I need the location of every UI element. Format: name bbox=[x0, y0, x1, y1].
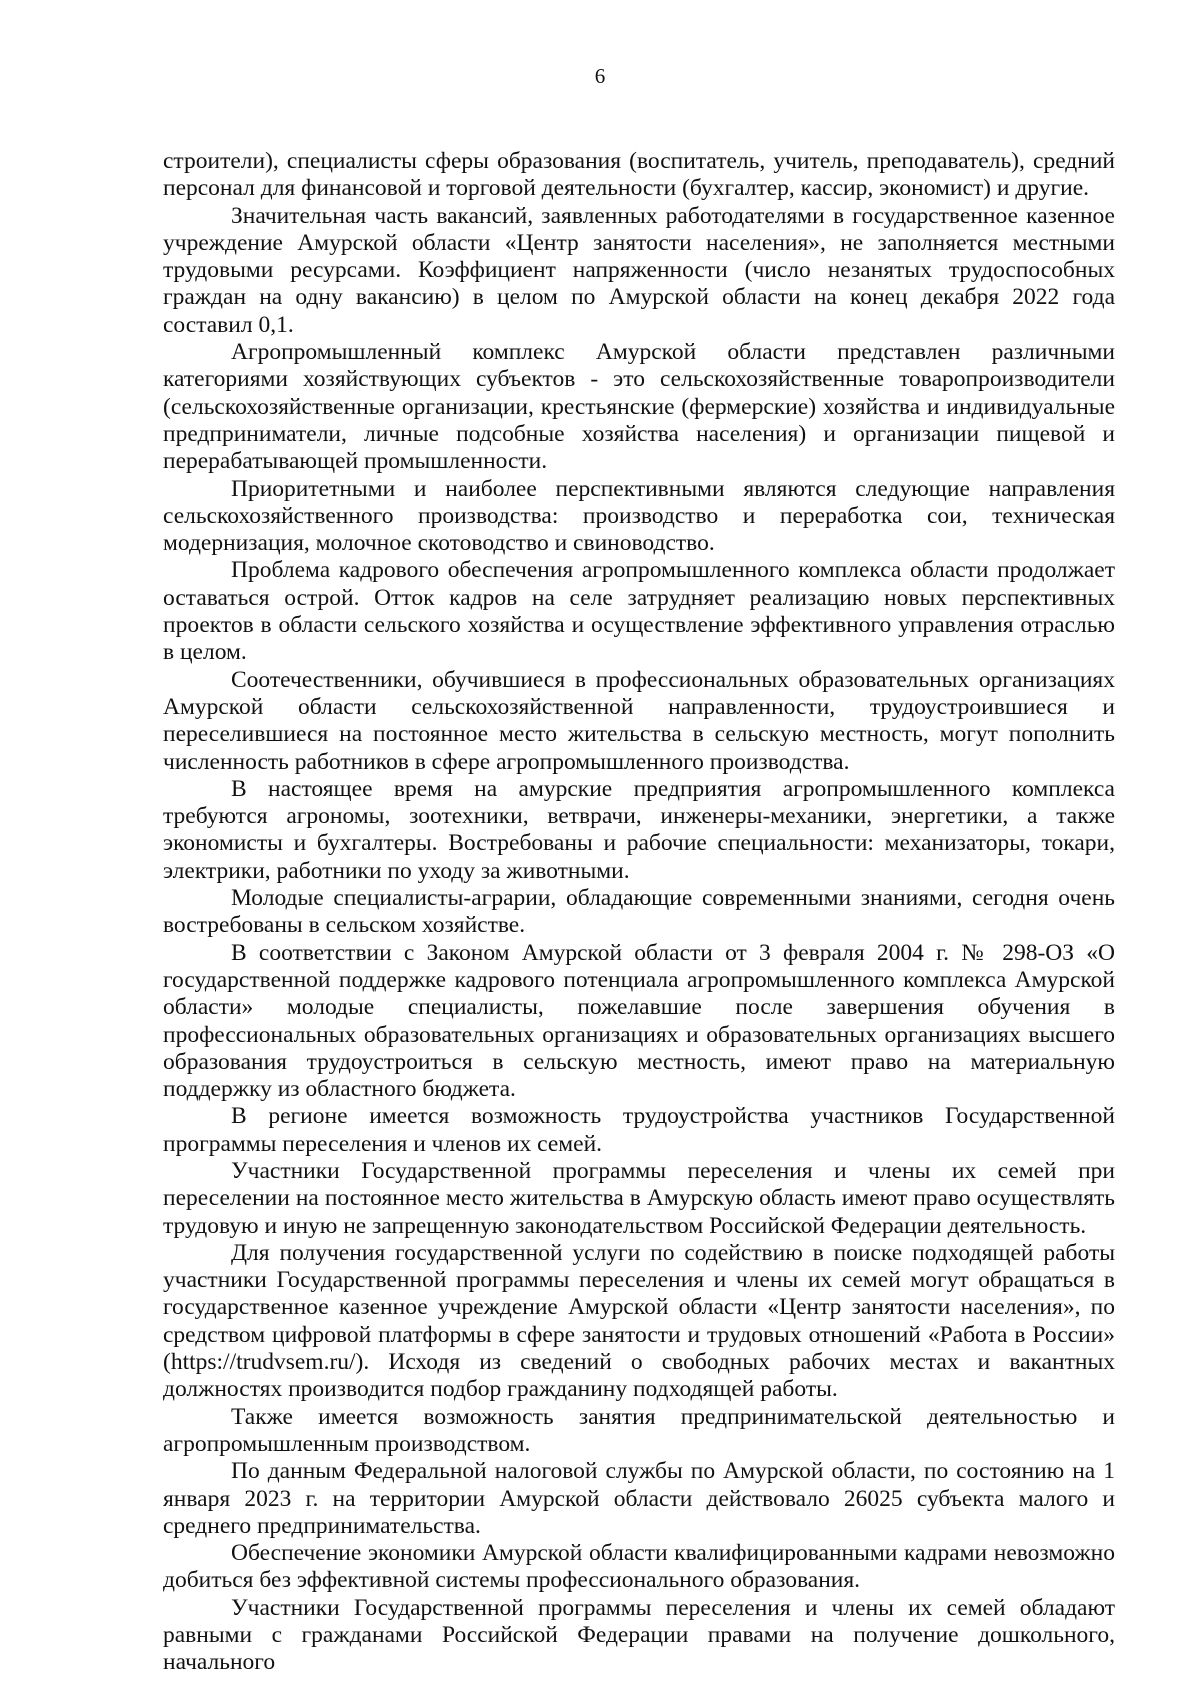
paragraph: Для получения государственной услуги по содействию в поиске подходящей работы участники Государственной программы переселения и члены их семей могут обращаться в государственное казенное учреждение Амурской области «Центр занятости населения», по средством цифровой платформы в сфере занятости и трудовых отношений «Работа в России» (https://trudvsem.ru/). Исходя из сведений о свободных рабочих местах и вакантных должностях производится подбор гражданину подходящей работы. bbox=[163, 1239, 1115, 1403]
paragraph: Соотечественники, обучившиеся в профессиональных образовательных организациях Амурской области сельскохозяйственной направленности, трудоустроившиеся и переселившиеся на постоянное место жительства в сельскую местность, могут пополнить численность работников в сфере агропромышленного производства. bbox=[163, 666, 1115, 775]
paragraph: Агропромышленный комплекс Амурской области представлен различными категориями хозяйствующих субъектов - это сельскохозяйственные товаропроизводители (сельскохозяйственные организации, крестьянские (фермерские) хозяйства и индивидуальные предприниматели, личные подсобные хозяйства населения) и организации пищевой и перерабатывающей промышленности. bbox=[163, 339, 1115, 475]
paragraph: Значительная часть вакансий, заявленных работодателями в государственное казенное учреждение Амурской области «Центр занятости населения», не заполняется местными трудовыми ресурсами. Коэффициент напряженности (число незанятых трудоспособных граждан на одну вакансию) в целом по Амурской области на конец декабря 2022 года составил 0,1. bbox=[163, 202, 1115, 338]
paragraph: Обеспечение экономики Амурской области квалифицированными кадрами невозможно добиться без эффективной системы профессионального образования. bbox=[163, 1540, 1115, 1594]
document-body bbox=[163, 148, 1115, 1677]
paragraph: Участники Государственной программы переселения и члены их семей обладают равными с гражданами Российской Федерации правами на получение дошкольного, начального bbox=[163, 1594, 1115, 1676]
page-number: 6 bbox=[594, 64, 606, 88]
paragraph: В настоящее время на амурские предприятия агропромышленного комплекса требуются агрономы, зоотехники, ветврачи, инженеры-механики, энергетики, а также экономисты и бухгалтеры. Востребованы и рабочие специальности: механизаторы, токари, электрики, работники по уходу за животными. bbox=[163, 775, 1115, 884]
paragraph: строители), специалисты сферы образования (воспитатель, учитель, преподаватель), средний персонал для финансовой и торговой деятельности (бухгалтер, кассир, экономист) и другие. bbox=[163, 148, 1115, 202]
paragraph: В соответствии с Законом Амурской области от 3 февраля 2004 г. № 298-ОЗ «О государственной поддержке кадрового потенциала агропромышленного комплекса Амурской области» молодые специалисты, пожелавшие после завершения обучения в профессиональных образовательных организациях и образовательных организациях высшего образования трудоустроиться в сельскую местность, имеют право на материальную поддержку из областного бюджета. bbox=[163, 939, 1115, 1103]
paragraph: Молодые специалисты-аграрии, обладающие современными знаниями, сегодня очень востребованы в сельском хозяйстве. bbox=[163, 885, 1115, 939]
paragraph: Также имеется возможность занятия предпринимательской деятельностью и агропромышленным производством. bbox=[163, 1403, 1115, 1457]
paragraph: Проблема кадрового обеспечения агропромышленного комплекса области продолжает оставаться острой. Отток кадров на селе затрудняет реализацию новых перспективных проектов в области сельского хозяйства и осуществление эффективного управления отраслью в целом. bbox=[163, 557, 1115, 666]
paragraph: По данным Федеральной налоговой службы по Амурской области, по состоянию на 1 января 2023 г. на территории Амурской области действовало 26025 субъекта малого и среднего предпринимательства. bbox=[163, 1458, 1115, 1539]
paragraph: В регионе имеется возможность трудоустройства участников Государственной программы переселения и членов их семей. bbox=[163, 1103, 1115, 1157]
paragraph: Участники Государственной программы переселения и члены их семей при переселении на постоянное место жительства в Амурскую область имеют право осуществлять трудовую и иную не запрещенную законодательством Российской Федерации деятельность. bbox=[163, 1157, 1115, 1239]
paragraph: Приоритетными и наиболее перспективными являются следующие направления сельскохозяйственного производства: производство и переработка сои, техническая модернизация, молочное скотоводство и свиноводство. bbox=[163, 475, 1115, 557]
